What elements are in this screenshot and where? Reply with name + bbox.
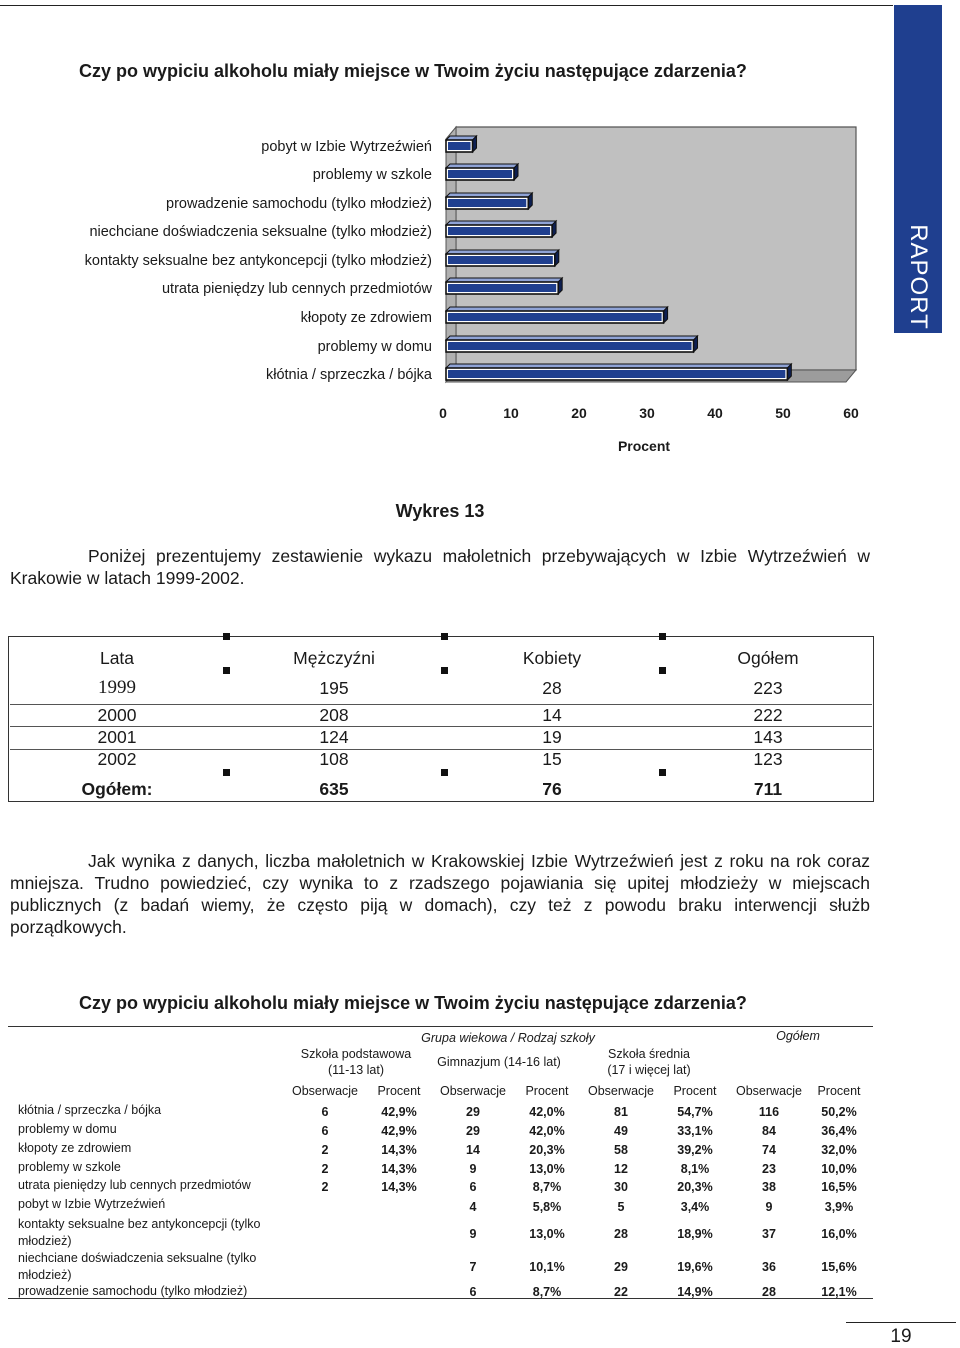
- x-tick-label: 20: [571, 405, 587, 421]
- summary-cell: 2001: [97, 727, 137, 747]
- side-tab: [894, 5, 942, 333]
- detail-cell: 36: [762, 1260, 776, 1274]
- bar-fill: [448, 170, 512, 178]
- detail-cell: 32,0%: [821, 1143, 857, 1157]
- detail-cell: 14,3%: [381, 1180, 417, 1194]
- paragraph-conclusion: [10, 850, 870, 938]
- group-secondary-line1: Szkoła średnia: [608, 1047, 690, 1061]
- detail-cell: 74: [762, 1143, 776, 1157]
- detail-cell: 36,4%: [821, 1124, 857, 1138]
- detail-row-label: utrata pieniędzy lub cennych przedmiotów: [18, 1178, 251, 1192]
- detail-cell: 6: [469, 1285, 477, 1299]
- x-tick-label: 30: [639, 405, 655, 421]
- summary-total-label: Ogółem:: [81, 779, 153, 799]
- category-label: utrata pieniędzy lub cennych przedmiotów: [161, 281, 432, 297]
- detail-cell: 22: [614, 1285, 628, 1299]
- x-tick-label: 60: [843, 405, 859, 421]
- group-secondary-line2: (17 i więcej lat): [607, 1063, 691, 1077]
- sub-header: Obserwacje: [440, 1084, 506, 1098]
- summary-cell: 1999: [98, 677, 136, 698]
- heading-bottom: Czy po wypiciu alkoholu miały miejsce w Twoim życiu następujące zdarzenia?: [79, 993, 747, 1013]
- detail-row-label: problemy w szkole: [18, 1160, 121, 1174]
- summary-cell: 15: [542, 749, 562, 769]
- category-label: prowadzenie samochodu (tylko młodzież): [166, 196, 432, 212]
- bar-fill: [448, 199, 526, 207]
- detail-cell: 13,0%: [529, 1162, 565, 1176]
- detail-cell: 3,4%: [680, 1200, 710, 1214]
- detail-cell: 6: [321, 1105, 329, 1119]
- detail-row-label: prowadzenie samochodu (tylko młodzież): [18, 1284, 248, 1298]
- summary-cell: 14: [542, 705, 562, 725]
- summary-cell: 19: [542, 727, 562, 747]
- group-gymnasium: Gimnazjum (14-16 lat): [437, 1055, 561, 1069]
- detail-cell: 8,7%: [532, 1285, 562, 1299]
- summary-header-years: Lata: [99, 648, 135, 668]
- detail-cell: 2: [321, 1143, 329, 1157]
- detail-cell: 50,2%: [821, 1105, 857, 1119]
- detail-cell: 15,6%: [821, 1260, 857, 1274]
- sub-header: Procent: [525, 1084, 569, 1098]
- detail-cell: 33,1%: [677, 1124, 713, 1138]
- summary-header-total: Ogółem: [737, 648, 799, 668]
- detail-cell: 39,2%: [677, 1143, 713, 1157]
- x-tick-label: 40: [707, 405, 723, 421]
- detail-cell: 12,1%: [821, 1285, 857, 1299]
- bar-fill: [448, 313, 662, 321]
- category-label: pobyt w Izbie Wytrzeźwień: [261, 139, 432, 155]
- detail-cell: 7: [469, 1260, 477, 1274]
- group-primary-line1: Szkoła podstawowa: [300, 1047, 412, 1061]
- category-label: problemy w domu: [317, 339, 432, 355]
- detail-cell: 42,0%: [529, 1105, 565, 1119]
- footer-rule: [846, 1322, 956, 1323]
- summary-cell: 223: [753, 678, 783, 698]
- detail-cell: 2: [321, 1162, 329, 1176]
- detail-cell: 9: [469, 1162, 477, 1176]
- detail-cell: 5,8%: [532, 1200, 562, 1214]
- summary-cell: 108: [319, 749, 349, 769]
- detail-cell: 6: [321, 1124, 329, 1138]
- summary-total-men: 635: [319, 779, 349, 799]
- paragraph-conclusion-text: Jak wynika z danych, liczba małoletnich w Krakowskiej Izbie Wytrzeźwień jest z roku na rok coraz mniejsza. Trudno powiedzieć, czy wynika to z rzadszego pojawiania się upitej młodzieży w miejscach publicznych (z badań wiemy, że często piją w domach), czy też z powodu braku interwencji służb porządkowych.: [10, 851, 870, 937]
- detail-row-label: niechciane doświadczenia seksualne (tylko młodzież): [18, 1251, 257, 1282]
- summary-cell: 124: [319, 727, 349, 747]
- detail-cell: 18,9%: [677, 1227, 713, 1241]
- x-axis-title: Procent: [617, 438, 671, 454]
- summary-header-men: Mężczyźni: [293, 648, 375, 668]
- side-tab-label: RAPORT: [905, 224, 932, 330]
- detail-cell: 28: [614, 1227, 628, 1241]
- bar-chart: [0, 110, 880, 470]
- category-label: niechciane doświadczenia seksualne (tylko młodzież): [89, 224, 432, 240]
- detail-table: [8, 1026, 873, 1299]
- sub-header: Procent: [377, 1084, 421, 1098]
- detail-cell: 8,7%: [532, 1180, 562, 1194]
- detail-cell: 38: [762, 1180, 776, 1194]
- detail-cell: 19,6%: [677, 1260, 713, 1274]
- detail-cell: 49: [614, 1124, 628, 1138]
- detail-cell: 20,3%: [529, 1143, 565, 1157]
- detail-cell: 37: [762, 1227, 776, 1241]
- detail-cell: 58: [614, 1143, 628, 1157]
- heading-top: Czy po wypiciu alkoholu miały miejsce w Twoim życiu następujące zdarzenia?: [79, 61, 747, 81]
- bar-fill: [448, 342, 692, 350]
- detail-cell: 14: [466, 1143, 480, 1157]
- bar-fill: [448, 256, 553, 264]
- detail-cell: 84: [762, 1124, 776, 1138]
- detail-cell: 12: [614, 1162, 628, 1176]
- summary-total-all: 711: [753, 779, 783, 799]
- x-tick-label: 10: [503, 405, 519, 421]
- page-number: 19: [890, 1326, 912, 1347]
- detail-cell: 2: [321, 1180, 329, 1194]
- sub-header: Procent: [817, 1084, 861, 1098]
- detail-row-label: kłopoty ze zdrowiem: [18, 1141, 132, 1155]
- paragraph-intro: [10, 545, 870, 589]
- detail-cell: 9: [765, 1200, 773, 1214]
- detail-row-label: pobyt w Izbie Wytrzeźwień: [18, 1197, 166, 1211]
- detail-cell: 4: [469, 1200, 477, 1214]
- detail-cell: 81: [614, 1105, 628, 1119]
- detail-row-label: problemy w domu: [18, 1122, 117, 1136]
- detail-row-label: kontakty seksualne bez antykoncepcji (tylko młodzież): [18, 1217, 261, 1248]
- detail-row-label: kłótnia / sprzeczka / bójka: [18, 1103, 162, 1117]
- summary-cell: 2000: [97, 705, 137, 725]
- detail-cell: 8,1%: [680, 1162, 710, 1176]
- detail-cell: 14,9%: [677, 1285, 713, 1299]
- detail-cell: 28: [762, 1285, 776, 1299]
- bar-fill: [448, 284, 556, 292]
- top-rule: [0, 5, 893, 6]
- detail-cell: 13,0%: [529, 1227, 565, 1241]
- detail-cell: 42,0%: [529, 1124, 565, 1138]
- summary-cell: 195: [319, 678, 349, 698]
- detail-cell: 10,0%: [821, 1162, 857, 1176]
- bar-fill: [448, 370, 785, 378]
- detail-cell: 14,3%: [381, 1162, 417, 1176]
- sub-header: Procent: [673, 1084, 717, 1098]
- summary-cell: 123: [753, 749, 783, 769]
- summary-cell: 222: [753, 705, 783, 725]
- detail-cell: 9: [469, 1227, 477, 1241]
- sub-header: Obserwacje: [588, 1084, 654, 1098]
- detail-cell: 16,5%: [821, 1180, 857, 1194]
- detail-cell: 16,0%: [821, 1227, 857, 1241]
- summary-cell: 143: [753, 727, 783, 747]
- summary-header-women: Kobiety: [522, 648, 582, 668]
- detail-cell: 14,3%: [381, 1143, 417, 1157]
- detail-cell: 30: [614, 1180, 628, 1194]
- detail-cell: 29: [614, 1260, 628, 1274]
- bar-fill: [448, 227, 550, 235]
- detail-cell: 54,7%: [677, 1105, 713, 1119]
- category-label: problemy w szkole: [312, 167, 432, 183]
- detail-cell: 23: [762, 1162, 776, 1176]
- category-label: kontakty seksualne bez antykoncepcji (tylko młodzież): [84, 253, 432, 269]
- figure-caption: Wykres 13: [395, 501, 485, 521]
- detail-cell: 116: [758, 1105, 780, 1119]
- summary-table: [8, 636, 874, 802]
- detail-cell: 6: [469, 1180, 477, 1194]
- detail-group-header: Grupa wiekowa / Rodzaj szkoły: [421, 1031, 595, 1045]
- detail-cell: 3,9%: [824, 1200, 854, 1214]
- paragraph-intro-text: Poniżej prezentujemy zestawienie wykazu małoletnich przebywających w Izbie Wytrzeźwień w Krakowie w latach 1999-2002.: [10, 546, 870, 588]
- summary-cell: 28: [542, 678, 562, 698]
- detail-cell: 42,9%: [381, 1124, 417, 1138]
- x-tick-label: 0: [439, 405, 447, 421]
- detail-cell: 29: [466, 1124, 480, 1138]
- summary-total-women: 76: [542, 779, 562, 799]
- detail-cell: 20,3%: [677, 1180, 713, 1194]
- detail-total-header: Ogółem: [776, 1029, 820, 1043]
- sub-header: Obserwacje: [292, 1084, 358, 1098]
- chart-back-wall: [456, 127, 856, 370]
- category-label: kłótnia / sprzeczka / bójka: [265, 367, 432, 383]
- category-label: kłopoty ze zdrowiem: [300, 310, 432, 326]
- detail-cell: 5: [617, 1200, 625, 1214]
- detail-cell: 29: [466, 1105, 480, 1119]
- summary-cell: 2002: [97, 749, 137, 769]
- sub-header: Obserwacje: [736, 1084, 802, 1098]
- group-primary-line2: (11-13 lat): [327, 1063, 385, 1077]
- bar-fill: [448, 142, 471, 150]
- x-tick-label: 50: [775, 405, 791, 421]
- detail-cell: 10,1%: [529, 1260, 565, 1274]
- detail-cell: 42,9%: [381, 1105, 417, 1119]
- summary-cell: 208: [319, 705, 349, 725]
